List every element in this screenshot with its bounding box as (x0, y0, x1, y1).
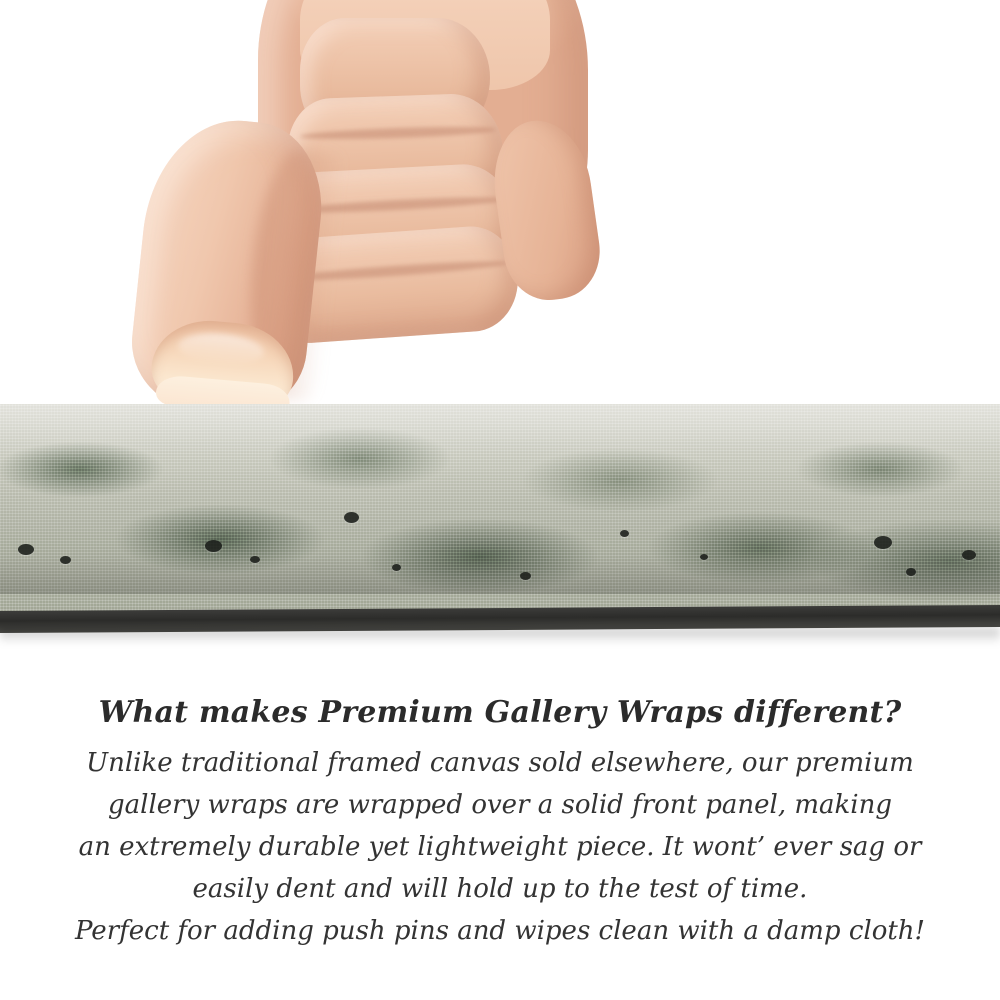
paint-speck (962, 550, 976, 560)
paint-speck (60, 556, 71, 564)
hand-illustration (0, 0, 1000, 410)
caption-line: gallery wraps are wrapped over a solid front panel, making (108, 790, 892, 820)
canvas-lighting (0, 404, 1000, 594)
panel-drop-shadow (0, 628, 1000, 644)
paint-speck (205, 540, 222, 552)
caption-heading: What makes Premium Gallery Wraps different? (98, 695, 902, 730)
paint-speck (520, 572, 531, 580)
paint-speck (700, 554, 708, 560)
paint-speck (392, 564, 401, 571)
caption-body (0, 742, 1000, 952)
paint-speck (344, 512, 359, 523)
caption-line: Perfect for adding push pins and wipes clean with a damp cloth! (74, 916, 925, 946)
canvas-weave-texture (0, 404, 1000, 622)
caption-line: easily dent and will hold up to the test of time. (192, 874, 808, 904)
paint-speck (874, 536, 892, 549)
paint-speck (906, 568, 916, 576)
paint-speck (18, 544, 34, 555)
canvas-wrap-strip (0, 404, 1000, 622)
caption-line: Unlike traditional framed canvas sold elsewhere, our premium (86, 748, 914, 778)
caption-line: an extremely durable yet lightweight piece. It wont’ ever sag or (78, 832, 922, 862)
paint-speck (620, 530, 629, 537)
caption-block (0, 695, 1000, 952)
paint-speck (250, 556, 260, 563)
